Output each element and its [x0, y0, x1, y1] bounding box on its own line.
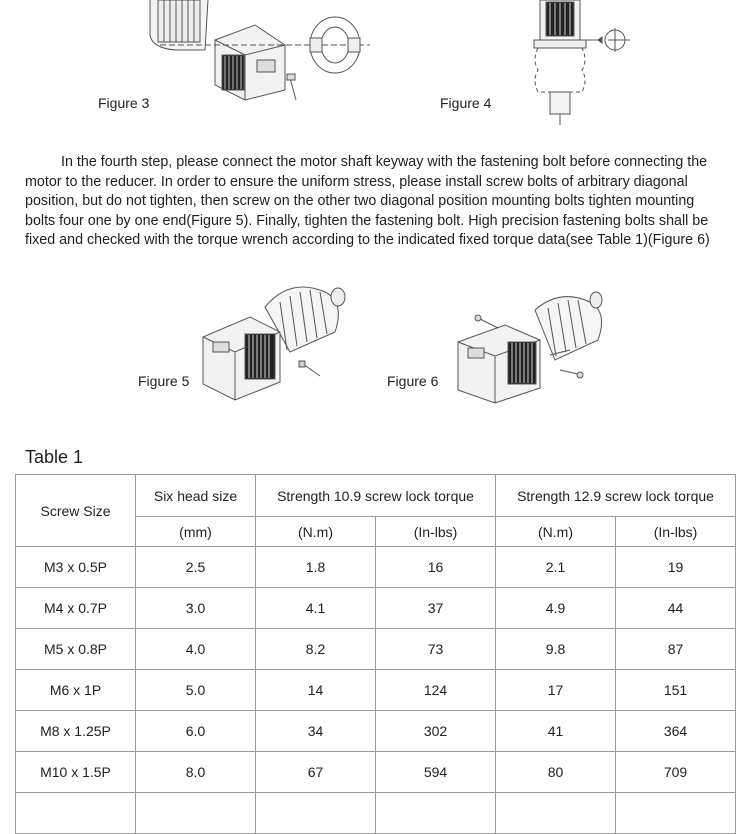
table-row	[16, 711, 736, 752]
header-strength-12-9: Strength 12.9 screw lock torque	[496, 475, 736, 517]
cell-screw-size: M5 x 0.8P	[16, 629, 136, 670]
figure-5-illustration	[195, 272, 365, 402]
cell-nm-10-9	[256, 793, 376, 834]
figure-4-illustration	[520, 0, 640, 125]
cell-inlbs-12-9: 709	[616, 752, 736, 793]
table-row	[16, 588, 736, 629]
cell-nm-10-9: 34	[256, 711, 376, 752]
cell-inlbs-12-9	[616, 793, 736, 834]
unit-nm-10-9: (N.m)	[256, 517, 376, 547]
cell-head-size: 4.0	[136, 629, 256, 670]
torque-table	[15, 474, 736, 834]
cell-inlbs-12-9: 151	[616, 670, 736, 711]
cell-head-size: 3.0	[136, 588, 256, 629]
table-row	[16, 752, 736, 793]
cell-inlbs-10-9: 73	[376, 629, 496, 670]
unit-inlbs-10-9: (In-lbs)	[376, 517, 496, 547]
table-row-partial	[16, 793, 736, 834]
table-row	[16, 670, 736, 711]
figure-6-illustration	[450, 290, 610, 405]
table-title: Table 1	[25, 447, 84, 467]
cell-screw-size	[16, 793, 136, 834]
table-row	[16, 629, 736, 670]
unit-inlbs-12-9: (In-lbs)	[616, 517, 736, 547]
figure-3-caption: Figure 3	[98, 95, 150, 111]
cell-head-size: 5.0	[136, 670, 256, 711]
cell-screw-size: M6 x 1P	[16, 670, 136, 711]
cell-head-size: 6.0	[136, 711, 256, 752]
figure-4-caption: Figure 4	[440, 95, 492, 111]
header-screw-size: Screw Size	[16, 475, 136, 547]
cell-inlbs-10-9: 16	[376, 547, 496, 588]
cell-nm-10-9: 4.1	[256, 588, 376, 629]
cell-head-size: 8.0	[136, 752, 256, 793]
cell-screw-size: M4 x 0.7P	[16, 588, 136, 629]
cell-nm-12-9: 2.1	[496, 547, 616, 588]
cell-nm-12-9: 9.8	[496, 629, 616, 670]
table-row	[16, 547, 736, 588]
cell-screw-size: M3 x 0.5P	[16, 547, 136, 588]
cell-nm-12-9	[496, 793, 616, 834]
header-strength-10-9: Strength 10.9 screw lock torque	[256, 475, 496, 517]
cell-nm-12-9: 17	[496, 670, 616, 711]
cell-nm-10-9: 67	[256, 752, 376, 793]
cell-inlbs-12-9: 87	[616, 629, 736, 670]
cell-head-size	[136, 793, 256, 834]
cell-head-size: 2.5	[136, 547, 256, 588]
cell-inlbs-10-9: 124	[376, 670, 496, 711]
cell-inlbs-12-9: 364	[616, 711, 736, 752]
unit-nm-12-9: (N.m)	[496, 517, 616, 547]
cell-nm-10-9: 14	[256, 670, 376, 711]
cell-inlbs-10-9: 302	[376, 711, 496, 752]
cell-screw-size: M8 x 1.25P	[16, 711, 136, 752]
cell-nm-12-9: 41	[496, 711, 616, 752]
figure-6-caption: Figure 6	[387, 373, 439, 389]
cell-nm-12-9: 4.9	[496, 588, 616, 629]
cell-inlbs-12-9: 44	[616, 588, 736, 629]
cell-nm-12-9: 80	[496, 752, 616, 793]
header-six-head-size: Six head size	[136, 475, 256, 517]
unit-mm: (mm)	[136, 517, 256, 547]
cell-inlbs-10-9: 594	[376, 752, 496, 793]
instruction-paragraph: In the fourth step, please connect the motor shaft keyway with the fastening bolt before connecting the motor to the reducer. In order to ensure the uniform stress, please install screw bolts of arbitrary diagonal position, but do not tighten, then screw on the other two diagonal position mounting bolts tighten mounting bolts four one by one end(Figure 5). Finally, tighten the fastening bolt. High precision fastening bolts shall be fixed and checked with the torque wrench according to the indicated fixed torque data(see Table 1)(Figure 6)	[25, 154, 710, 248]
figure-5-caption: Figure 5	[138, 373, 190, 389]
cell-inlbs-10-9: 37	[376, 588, 496, 629]
cell-nm-10-9: 1.8	[256, 547, 376, 588]
table-header-row	[16, 475, 736, 517]
cell-inlbs-12-9: 19	[616, 547, 736, 588]
cell-nm-10-9: 8.2	[256, 629, 376, 670]
cell-screw-size: M10 x 1.5P	[16, 752, 136, 793]
figure-3-illustration	[130, 0, 380, 105]
cell-inlbs-10-9	[376, 793, 496, 834]
